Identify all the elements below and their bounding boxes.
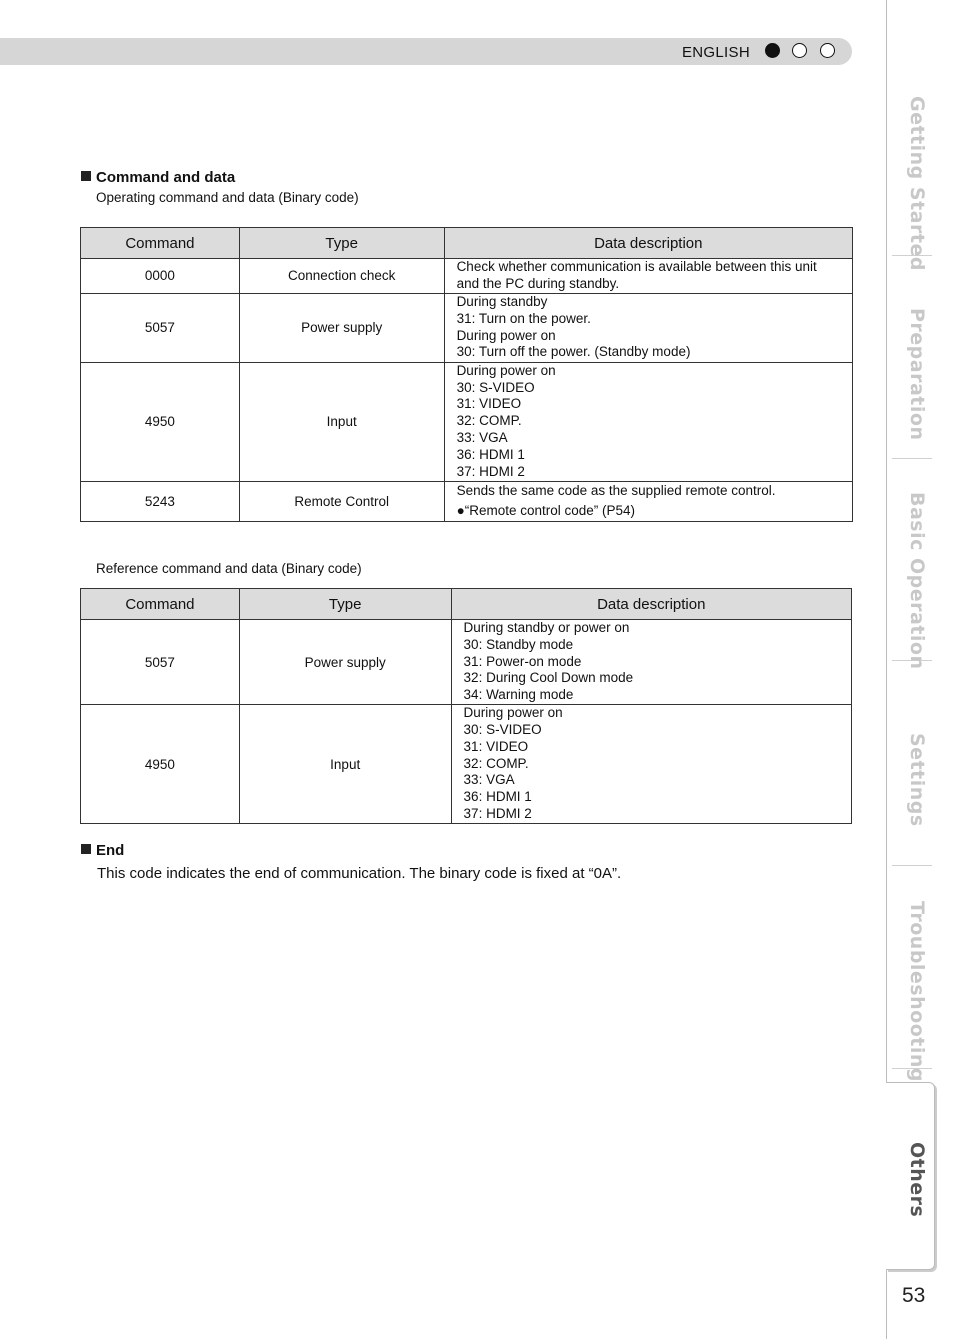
type-cell: Power supply (239, 293, 444, 362)
reference-command-table (80, 588, 852, 824)
command-cell: 4950 (81, 362, 240, 481)
section-title-end (81, 842, 124, 859)
tab-basic-operation[interactable]: Basic Operation (906, 492, 928, 670)
table-row (81, 259, 853, 294)
tab-getting-started[interactable]: Getting Started (906, 96, 928, 271)
tab-settings[interactable]: Settings (906, 733, 928, 827)
reference-subtitle: Reference command and data (Binary code) (96, 561, 362, 576)
table-row (81, 293, 853, 362)
header-command: Command (81, 589, 240, 620)
square-bullet-icon (81, 844, 91, 854)
section-title-text: End (96, 842, 125, 859)
page-number: 53 (902, 1284, 926, 1307)
type-cell: Input (239, 362, 444, 481)
step-dot-2 (792, 43, 807, 58)
type-cell: Input (239, 705, 451, 824)
step-dot-1 (765, 43, 780, 58)
operating-command-table (80, 227, 853, 522)
table-row (81, 705, 852, 824)
command-cell: 0000 (81, 259, 240, 294)
language-label: ENGLISH (682, 44, 750, 61)
description-cell: During power on 30: S-VIDEO 31: VIDEO 32: COMP. 33: VGA 36: HDMI 1 37: HDMI 2 (451, 705, 851, 824)
square-bullet-icon (81, 171, 91, 181)
tab-separator (892, 458, 932, 459)
command-cell: 5057 (81, 293, 240, 362)
tab-preparation[interactable]: Preparation (906, 308, 928, 441)
section-title-text: Command and data (96, 169, 236, 186)
header-command: Command (81, 228, 240, 259)
type-cell: Power supply (239, 620, 451, 705)
type-cell: Connection check (239, 259, 444, 294)
description-cell: Check whether communication is available between this unit and the PC during standby. (444, 259, 852, 294)
tab-separator (892, 865, 932, 866)
command-cell: 4950 (81, 705, 240, 824)
header-data-description: Data description (444, 228, 852, 259)
tab-others[interactable]: Others (906, 1142, 928, 1218)
header-data-description: Data description (451, 589, 851, 620)
table-row (81, 362, 853, 481)
description-cell: Sends the same code as the supplied remote control. ●“Remote control code” (P54) (444, 481, 852, 521)
remote-control-code-reference[interactable]: ●“Remote control code” (P54) (456, 502, 636, 518)
tab-troubleshooting[interactable]: Troubleshooting (906, 901, 928, 1082)
step-dot-3 (820, 43, 835, 58)
command-cell: 5057 (81, 620, 240, 705)
operating-subtitle: Operating command and data (Binary code) (96, 190, 359, 205)
type-cell: Remote Control (239, 481, 444, 521)
command-cell: 5243 (81, 481, 240, 521)
description-cell: During power on 30: S-VIDEO 31: VIDEO 32: COMP. 33: VGA 36: HDMI 1 37: HDMI 2 (444, 362, 852, 481)
header-type: Type (239, 589, 451, 620)
table-row (81, 481, 853, 521)
section-title-command-and-data (81, 169, 235, 186)
table-row (81, 620, 852, 705)
end-description: This code indicates the end of communication. The binary code is fixed at “0A”. (97, 865, 622, 882)
header-type: Type (239, 228, 444, 259)
description-cell: During standby 31: Turn on the power. During power on 30: Turn off the power. (Standby mode) (444, 293, 852, 362)
description-cell: During standby or power on 30: Standby mode 31: Power-on mode 32: During Cool Down mode 34: Warning mode (451, 620, 851, 705)
